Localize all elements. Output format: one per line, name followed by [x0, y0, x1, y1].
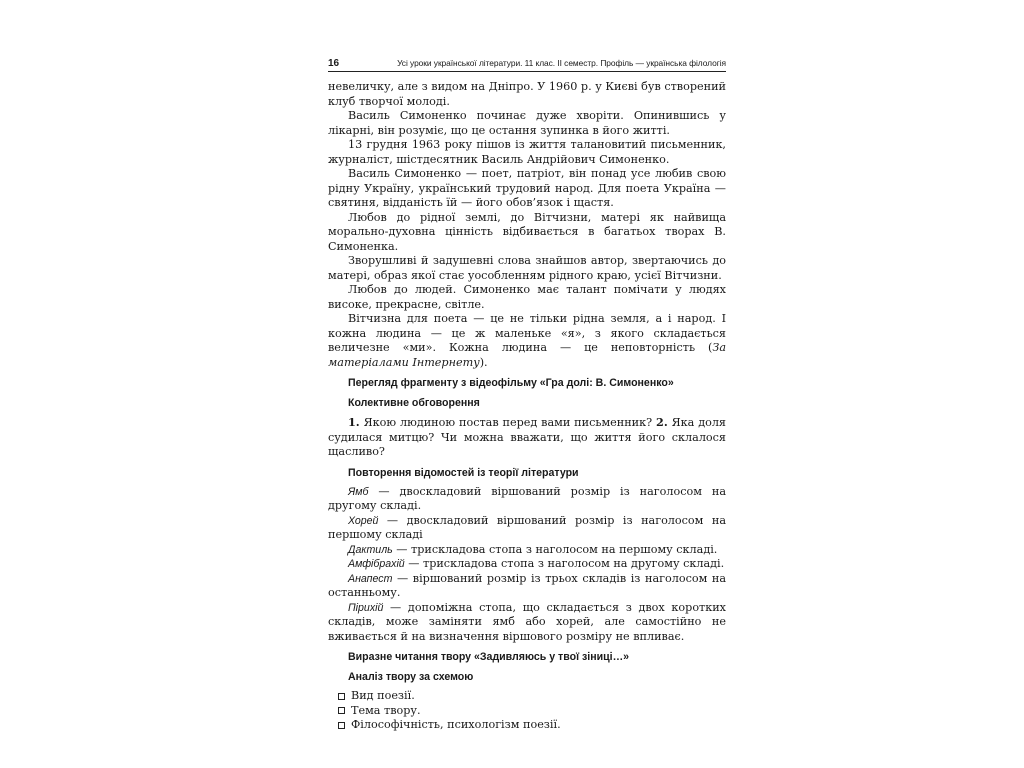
paragraph: невеличку, але з видом на Дніпро. У 1960 р. у Києві був створений клуб творчої молоді.	[328, 80, 726, 108]
square-bullet-icon	[338, 693, 345, 700]
paragraph-close: ).	[479, 355, 488, 369]
paragraph: 13 грудня 1963 року пішов із життя талановитий письменник, журналіст, шістдесятник Василь Андрійович Симоненко.	[328, 138, 726, 166]
term-definition	[328, 514, 726, 543]
term-definition	[328, 485, 726, 514]
definition: — двоскладовий віршований розмір із наголосом на першому складі	[328, 513, 726, 541]
term: Хорей	[348, 514, 379, 527]
list-item-text: Тема твору.	[351, 703, 421, 717]
term: Пірихій	[348, 601, 384, 614]
definition: — віршований розмір із трьох складів із наголосом на останньому.	[328, 571, 726, 599]
paragraph: Василь Симоненко — поет, патріот, він понад усе любив свою рідну Україну, український трудовий народ. Для поета Україна — святиня, відданість їй — його обов’язок і щастя.	[328, 167, 726, 209]
paragraph: Любов до рідної землі, до Вітчизни, матері як найвища морально-духовна цінність відбивається в багатьох творах В. Симоненка.	[328, 210, 726, 253]
paragraph: Зворушливі й задушевні слова знайшов автор, звертаючись до матері, образ якої стає уособленням рідного краю, усієї Вітчизни.	[328, 254, 726, 282]
term: Анапест	[348, 572, 393, 585]
term-definition	[328, 557, 726, 572]
square-bullet-icon	[338, 707, 345, 714]
analysis-list	[328, 689, 726, 733]
list-item	[338, 689, 726, 704]
paragraph: Василь Симоненко починає дуже хворіти. Опинившись у лікарні, він розуміє, що це остання зупинка в його житті.	[328, 109, 726, 137]
paragraph-text: Вітчизна для поета — це не тільки рідна земля, а і народ. І кожна людина — це ж маленьке «я», з якого складається величезне «ми». Кожна людина — це неповторність (	[328, 312, 726, 354]
term-definition	[328, 601, 726, 645]
definition: — двоскладовий віршований розмір із наголосом на другому складі.	[328, 484, 726, 512]
term-definition	[328, 543, 726, 558]
section-heading-reading: Виразне читання твору «Задивляюсь у твої зіниці…»	[348, 651, 630, 663]
definition: — трискладова стопа з наголосом на другому складі.	[404, 557, 725, 570]
question-number: 1.	[348, 415, 360, 429]
section-heading-video: Перегляд фрагменту з відеофільму «Гра долі: В. Симоненко»	[348, 377, 674, 389]
page-number: 16	[328, 58, 340, 69]
definition: — допоміжна стопа, що складається з двох коротких складів, може заміняти ямб або хорей, але самостійно не вживається й на визначення віршового розміру не впливає.	[328, 600, 726, 643]
question-number: 2.	[656, 415, 668, 429]
list-item	[338, 704, 726, 719]
question-text: Яка доля судилася митцю? Чи можна вважати, що життя його склалося щасливо?	[328, 416, 726, 458]
list-item-text: Вид поезії.	[351, 689, 415, 702]
square-bullet-icon	[338, 722, 345, 729]
running-title: Усі уроки української літератури. 11 клас. ІІ семестр. Профіль — українська філологія	[397, 58, 726, 68]
paragraph	[328, 312, 726, 370]
questions	[328, 415, 726, 460]
book-page	[328, 58, 726, 733]
term: Амфібрахій	[348, 558, 405, 570]
page-header	[328, 58, 726, 72]
list-item	[338, 718, 726, 733]
section-heading-analysis: Аналіз твору за схемою	[348, 671, 474, 683]
term: Дактиль	[348, 543, 393, 556]
source-citation: За матеріалами Інтернету	[328, 341, 726, 369]
question-text: Якою людиною постав перед вами письменник?	[359, 416, 657, 429]
page-body	[328, 80, 726, 733]
term-definition	[328, 572, 726, 601]
list-item-text: Філософічність, психологізм поезії.	[351, 718, 561, 731]
section-heading-theory: Повторення відомостей із теорії літератури	[348, 466, 579, 479]
definition: — трискладова стопа з наголосом на першому складі.	[392, 542, 718, 556]
paragraph: Любов до людей. Симоненко має талант помічати у людях високе, прекрасне, світле.	[328, 283, 726, 311]
term: Ямб	[348, 485, 369, 498]
section-heading-discussion: Колективне обговорення	[348, 397, 480, 409]
